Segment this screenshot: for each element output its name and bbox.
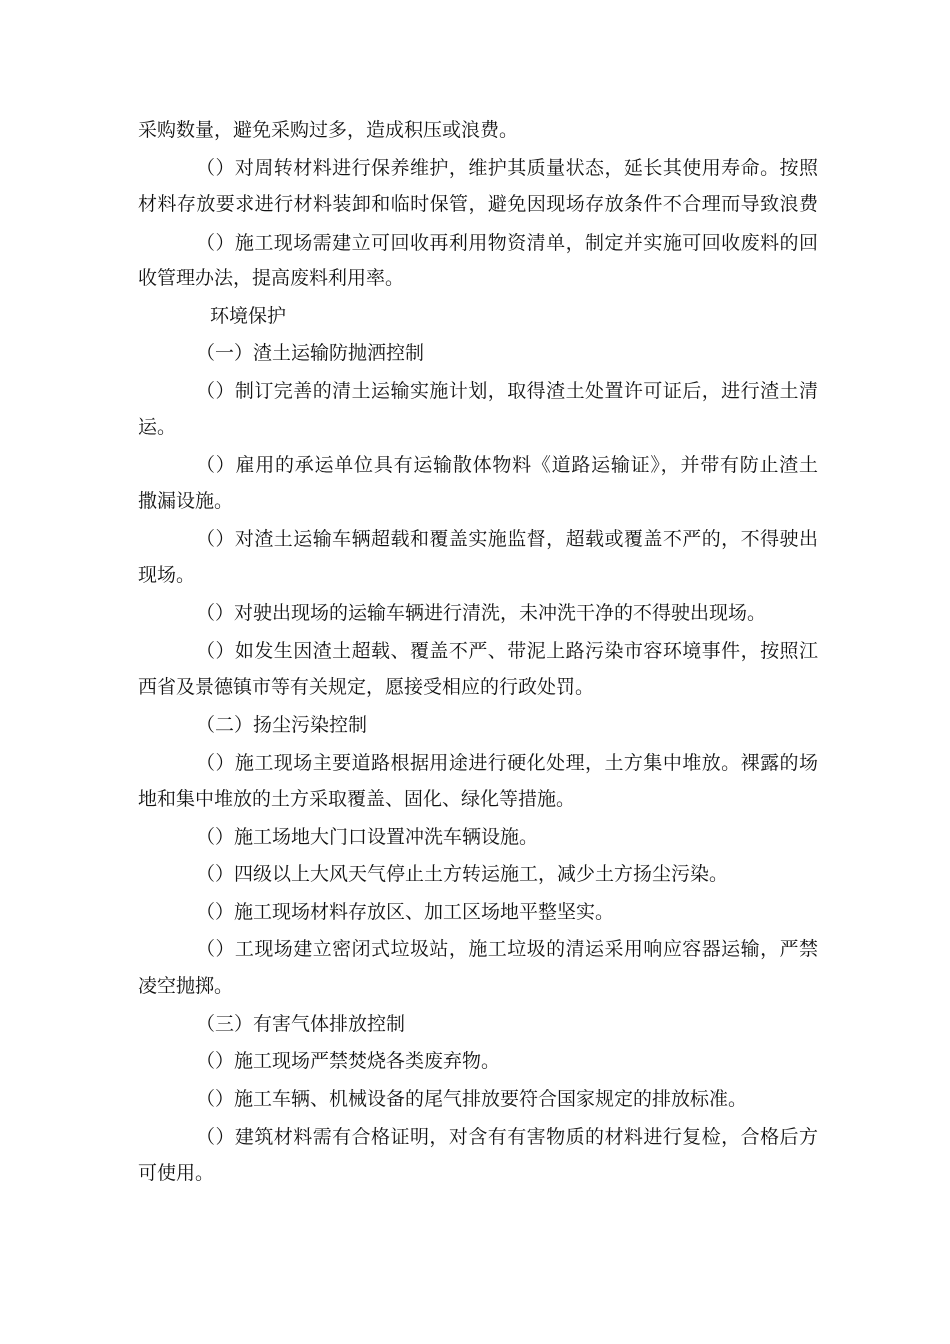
text-line: （）对驶出现场的运输车辆进行清洗，未冲洗干净的不得驶出现场。 <box>196 602 767 624</box>
text-line: （）建筑材料需有合格证明，对含有有害物质的材料进行复检，合格后方 <box>196 1126 818 1148</box>
text-line: 撒漏设施。 <box>138 490 234 512</box>
text-line: 地和集中堆放的土方采取覆盖、固化、绿化等措施。 <box>138 788 576 810</box>
text-line: （）如发生因渣土超载、覆盖不严、带泥上路污染市容环境事件，按照江 <box>196 640 818 662</box>
text-line: （）施工车辆、机械设备的尾气排放要符合国家规定的排放标准。 <box>196 1088 748 1110</box>
subsection-heading: （二）扬尘污染控制 <box>196 714 368 736</box>
text-line: 运。 <box>138 416 177 438</box>
text-line: 西省及景德镇市等有关规定，愿接受相应的行政处罚。 <box>138 676 595 698</box>
text-line: 现场。 <box>138 564 196 586</box>
text-line: 可使用。 <box>138 1162 215 1184</box>
text-line: （）制订完善的清土运输实施计划，取得渣土处置许可证后，进行渣土清 <box>196 380 818 402</box>
section-heading: 环境保护 <box>210 305 287 327</box>
text-line: （）施工现场需建立可回收再利用物资清单，制定并实施可回收废料的回 <box>196 232 818 254</box>
text-line: （）四级以上大风天气停止土方转运施工，减少土方扬尘污染。 <box>196 863 729 885</box>
text-line: 采购数量，避免采购过多，造成积压或浪费。 <box>138 119 519 141</box>
text-line: （）雇用的承运单位具有运输散体物料《道路运输证》，并带有防止渣土 <box>196 454 818 476</box>
text-line: 收管理办法，提高废料利用率。 <box>138 267 405 289</box>
subsection-heading: （三）有害气体排放控制 <box>196 1013 406 1035</box>
text-line: （）对周转材料进行保养维护，维护其质量状态，延长其使用寿命。按照 <box>196 157 818 179</box>
text-line: （）工现场建立密闭式垃圾站，施工垃圾的清运采用响应容器运输，严禁 <box>196 938 818 960</box>
text-line: （）对渣土运输车辆超载和覆盖实施监督，超载或覆盖不严的，不得驶出 <box>196 528 818 550</box>
text-line: 凌空抛掷。 <box>138 975 234 997</box>
text-line: （）施工现场材料存放区、加工区场地平整坚实。 <box>196 901 615 923</box>
subsection-heading: （一）渣土运输防抛洒控制 <box>196 342 425 364</box>
text-line: 材料存放要求进行材料装卸和临时保管，避免因现场存放条件不合理而导致浪费 <box>138 193 818 215</box>
text-line: （）施工现场主要道路根据用途进行硬化处理，土方集中堆放。裸露的场 <box>196 752 818 774</box>
text-line: （）施工现场严禁焚烧各类废弃物。 <box>196 1050 501 1072</box>
text-line: （）施工场地大门口设置冲洗车辆设施。 <box>196 826 539 848</box>
